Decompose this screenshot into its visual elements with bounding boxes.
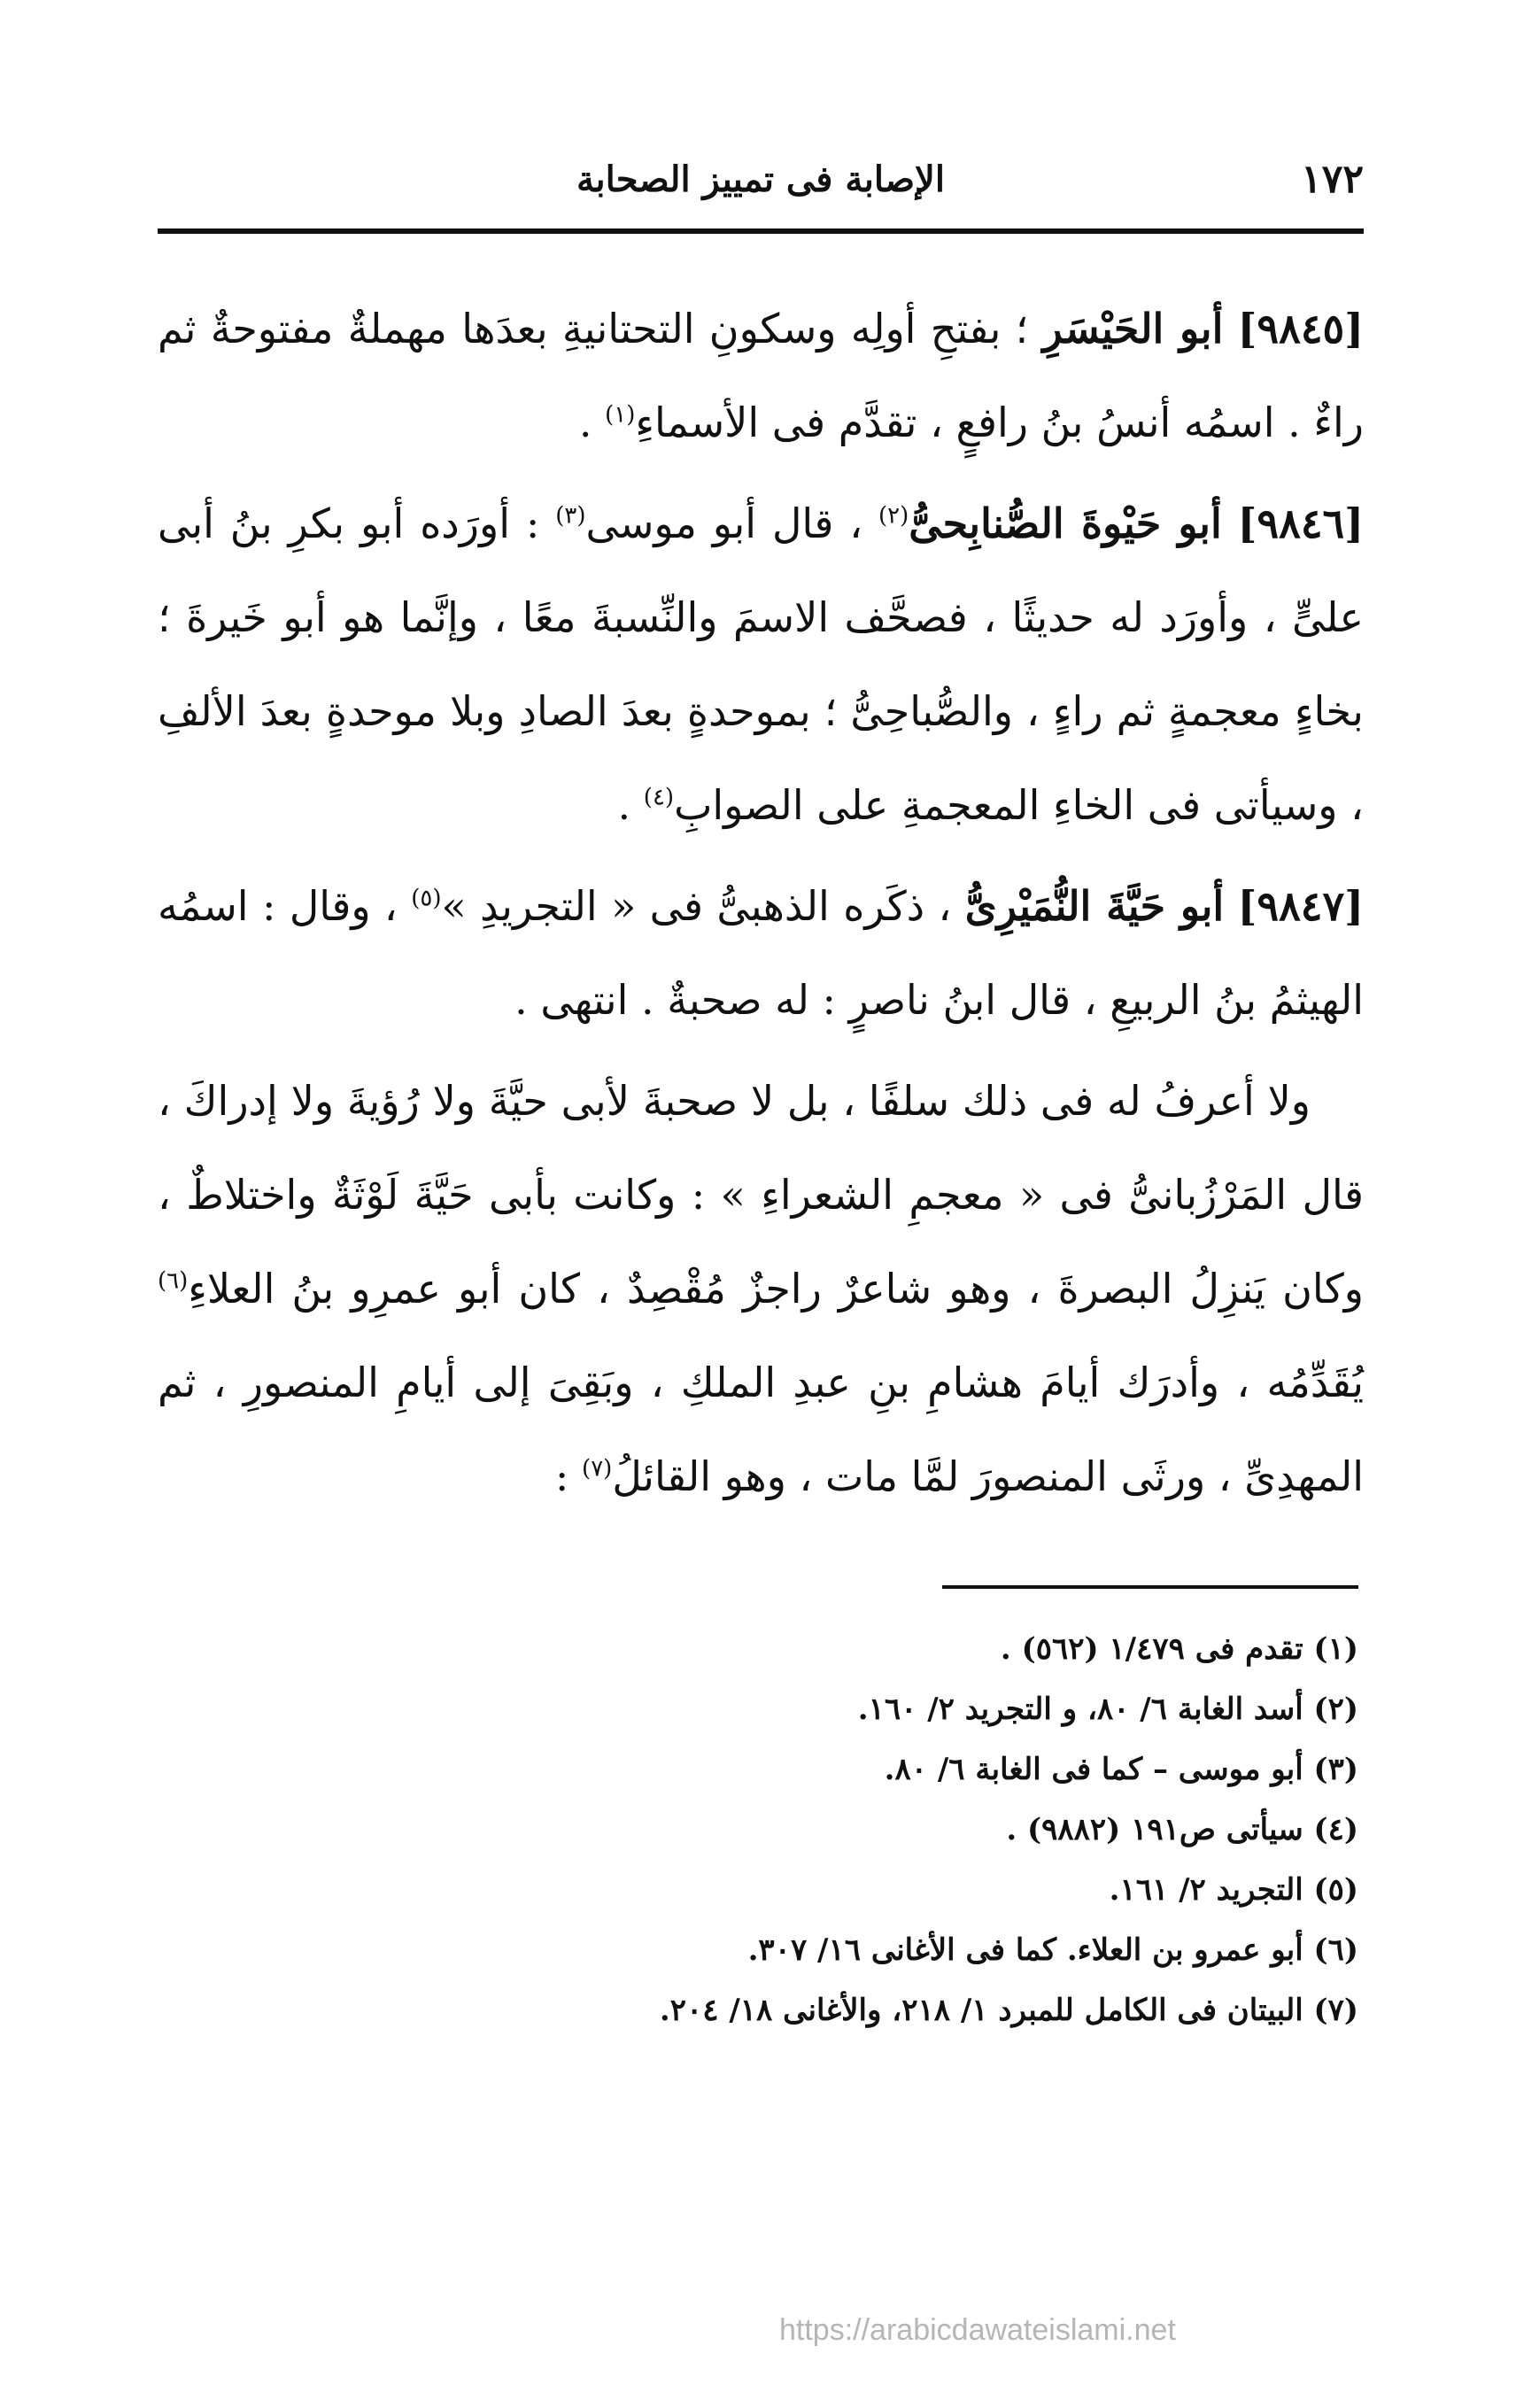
footnote-ref: (٥) [411, 885, 442, 912]
paragraph-tail: : [554, 1452, 583, 1500]
entry-text: ، وقال : اسمُه الهيثمُ بنُ الربيعِ ، قال ابنُ ناصرٍ : له صحبةٌ . انتهى . [158, 882, 1364, 1024]
entry-name: أبو الحَيْسَرِ [1042, 305, 1224, 352]
entry-text: ؛ بفتحِ أولِه وسكونِ التحتانيةِ بعدَها مهملةٌ مفتوحةٌ ثم راءٌ . اسمُه أنسُ بنُ رافعٍ ، تقدَّم فى الأسماءِ [158, 305, 1364, 446]
entry-name: أبو حَيْوةَ الصُّنابِحىُّ [909, 499, 1222, 547]
footnote-7: (٧) البيتان فى الكامل للمبرد ١/ ٢١٨، والأغانى ١٨/ ٢٠٤. [659, 1993, 1358, 2028]
entry-number: [٩٨٤٦] [1237, 499, 1365, 547]
page-header [158, 149, 1364, 211]
entry-tail: . [578, 399, 606, 446]
header-rule [158, 228, 1364, 234]
footnote-rule [942, 1585, 1358, 1589]
footnote-ref: (٣) [555, 502, 586, 530]
entry-9847 [158, 859, 1364, 1047]
running-title: الإصابة فى تمييز الصحابة [576, 159, 945, 200]
paragraph-text: ولا أعرفُ له فى ذلك سلفًا ، بل لا صحبةَ لأبى حيَّةَ ولا رُؤيةَ ولا إدراكَ ، قال المَرْزُبانىُّ فى « معجمِ الشعراءِ » : وكانت بأبى حَيَّةَ لَوْثَةٌ واختلاطٌ ، وكان يَنزِلُ البصرةَ ، وهو شاعرٌ راجزٌ مُقْصِدٌ ، كان أبو عمرِو بنُ العلاءِ [158, 1077, 1364, 1312]
footnote-2: (٢) أسد الغابة ٦/ ٨٠، و التجريد ٢/ ١٦٠. [857, 1692, 1358, 1727]
page-number: ١٧٢ [1301, 157, 1364, 202]
commentary-paragraph [158, 1054, 1364, 1523]
watermark-url: https://arabicdawateislami.net [779, 2313, 1176, 2347]
main-text [158, 282, 1364, 1523]
footnote-ref: (١) [605, 401, 636, 429]
entry-9846 [158, 476, 1364, 852]
footnote-ref: (٢) [878, 502, 909, 530]
entry-text: : أورَده أبو بكرِ بنُ أبى علىٍّ ، وأورَد له حديثًا ، فصحَّف الاسمَ والنِّسبةَ معًا ، وإنَّما هو أبو خَيرةَ ؛ بخاءٍ معجمةٍ ثم راءٍ ، والصُّباحِىُّ ؛ بموحدةٍ بعدَ الصادِ وبلا موحدةٍ بعدَ الألفِ ، وسيأتى فى الخاءِ المعجمةِ على الصوابِ [158, 499, 1364, 829]
footnote-ref: (٧) [582, 1455, 613, 1483]
footnote-4: (٤) سيأتى ص١٩١ (٩٨٨٢) . [1006, 1812, 1358, 1847]
footnote-ref: (٦) [158, 1267, 189, 1295]
footnote-5: (٥) التجريد ٢/ ١٦١. [1109, 1872, 1358, 1908]
entry-name: أبو حَيَّةَ النُّمَيْرِىُّ [964, 882, 1225, 930]
entry-9845 [158, 282, 1364, 469]
footnotes [152, 1619, 1358, 2040]
footnote-ref: (٤) [643, 784, 675, 811]
paragraph-text: يُقَدِّمُه ، وأدرَك أيامَ هشامِ بنِ عبدِ الملكِ ، وبَقِىَ إلى أيامِ المنصورِ ، ثم المهدِىِّ ، ورثَى المنصورَ لمَّا مات ، وهو القائلُ [158, 1359, 1364, 1500]
footnote-6: (٦) أبو عمرو بن العلاء. كما فى الأغانى ١٦/ ٣٠٧. [747, 1932, 1358, 1968]
footnote-1: (١) تقدم فى ١/٤٧٩ (٥٦٢) . [1000, 1631, 1358, 1667]
entry-tail: . [617, 781, 644, 829]
entry-number: [٩٨٤٧] [1237, 882, 1364, 930]
entry-text: ، ذكَره الذهبىُّ فى « التجريدِ » [441, 882, 965, 930]
entry-number: [٩٨٤٥] [1237, 305, 1364, 352]
entry-text: ، قال أبو موسى [585, 499, 878, 547]
footnote-3: (٣) أبو موسى – كما فى الغابة ٦/ ٨٠. [884, 1752, 1358, 1787]
